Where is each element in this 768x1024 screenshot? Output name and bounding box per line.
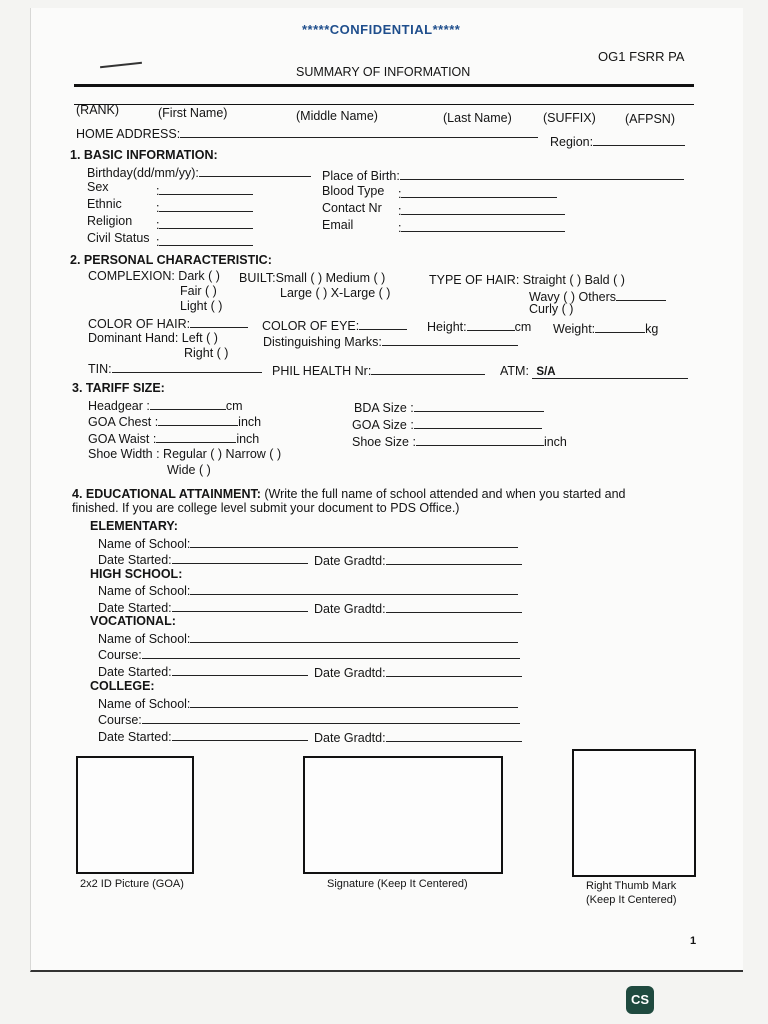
- bda-size-field[interactable]: [354, 399, 544, 415]
- vocational-school-label: Name of School:: [98, 632, 191, 646]
- sex-colon: :: [156, 184, 160, 198]
- home-address-label: HOME ADDRESS:: [76, 127, 181, 141]
- eye-color-line[interactable]: [359, 317, 407, 330]
- hair-others-line[interactable]: [616, 288, 666, 301]
- weight-label: Weight:: [553, 322, 596, 336]
- elementary-school-field[interactable]: [98, 535, 518, 551]
- hair-color-label: COLOR OF HAIR:: [88, 317, 191, 331]
- place-of-birth-line[interactable]: [400, 167, 684, 180]
- region-label: Region:: [550, 135, 594, 149]
- college-gradtd-field[interactable]: [314, 729, 522, 745]
- headgear-line[interactable]: [150, 397, 226, 410]
- civil-status-line[interactable]: [159, 233, 253, 246]
- email-colon: :: [398, 221, 402, 235]
- high-school-gradtd-label: Date Gradtd:: [314, 602, 386, 616]
- goa-waist-line[interactable]: [156, 430, 236, 443]
- college-school-label: Name of School:: [98, 697, 191, 711]
- id-picture-caption: 2x2 ID Picture (GOA): [80, 878, 184, 890]
- education-heading-note: (Write the full name of school attended and when you started and: [264, 487, 626, 501]
- first-name-label: (First Name): [158, 106, 228, 120]
- elementary-started-label: Date Started:: [98, 553, 172, 567]
- thumb-mark-caption: Right Thumb Mark: [586, 880, 677, 892]
- shoe-size-line[interactable]: [416, 433, 544, 446]
- signature-caption: Signature (Keep It Centered): [327, 878, 468, 890]
- college-gradtd-label: Date Gradtd:: [314, 731, 386, 745]
- headgear-unit: cm: [225, 399, 243, 413]
- elementary-school-line[interactable]: [190, 535, 518, 548]
- place-of-birth-label: Place of Birth:: [322, 169, 400, 183]
- civil-status-label: Civil Status: [87, 231, 150, 245]
- suffix-label: (SUFFIX): [543, 111, 596, 125]
- hair-type-options[interactable]: TYPE OF HAIR: Straight ( ) Bald ( ): [429, 273, 625, 287]
- distinguishing-marks-line[interactable]: [382, 333, 518, 346]
- last-name-label: (Last Name): [443, 111, 512, 125]
- blood-type-field[interactable]: [398, 185, 557, 201]
- college-started-label: Date Started:: [98, 730, 172, 744]
- atm-label: ATM:: [500, 364, 529, 378]
- vocational-course-line[interactable]: [142, 646, 520, 659]
- sex-line[interactable]: [159, 182, 253, 195]
- high-school-started-line[interactable]: [172, 599, 308, 612]
- hair-type-wavy-label: Wavy ( ) Others: [529, 290, 617, 304]
- signature-box[interactable]: [303, 756, 503, 874]
- home-address-field[interactable]: [76, 125, 538, 141]
- dominant-hand-right[interactable]: Right ( ): [184, 346, 229, 360]
- middle-name-label: (Middle Name): [296, 109, 378, 123]
- tin-field[interactable]: [88, 360, 262, 376]
- civil-status-colon: :: [156, 235, 160, 249]
- goa-chest-field[interactable]: [88, 413, 261, 429]
- college-school-line[interactable]: [190, 695, 518, 708]
- contact-nr-line[interactable]: [401, 202, 565, 215]
- college-school-field[interactable]: [98, 695, 518, 711]
- philhealth-label: PHIL HEALTH Nr:: [272, 364, 372, 378]
- weight-field[interactable]: [553, 320, 658, 336]
- shoe-width-options[interactable]: Shoe Width : Regular ( ) Narrow ( ): [88, 447, 282, 461]
- bda-size-label: BDA Size :: [354, 401, 414, 415]
- confidential-marking: *****CONFIDENTIAL*****: [302, 22, 461, 37]
- thumb-mark-box[interactable]: [572, 749, 696, 877]
- name-rule: [74, 104, 694, 105]
- elementary-heading: ELEMENTARY:: [90, 519, 178, 533]
- philhealth-field[interactable]: [272, 362, 485, 378]
- elementary-gradtd-label: Date Gradtd:: [314, 554, 386, 568]
- vocational-started-label: Date Started:: [98, 665, 172, 679]
- religion-line[interactable]: [159, 216, 253, 229]
- elementary-started-field[interactable]: [98, 551, 308, 567]
- goa-waist-unit: inch: [236, 432, 260, 446]
- religion-colon: :: [156, 218, 160, 232]
- college-course-label: Course:: [98, 713, 142, 727]
- complexion-options[interactable]: COMPLEXION: Dark ( ): [88, 269, 220, 283]
- basic-info-heading: 1. BASIC INFORMATION:: [70, 148, 218, 162]
- atm-value[interactable]: S/A: [532, 366, 688, 379]
- shoe-size-unit: inch: [543, 435, 567, 449]
- vocational-started-line[interactable]: [172, 663, 308, 676]
- thumb-mark-caption-2: (Keep It Centered): [586, 894, 677, 906]
- college-course-line[interactable]: [142, 711, 520, 724]
- ethnic-label: Ethnic: [87, 197, 122, 211]
- sex-label: Sex: [87, 180, 109, 194]
- page-number: 1: [690, 935, 697, 947]
- hair-type-curly[interactable]: Curly ( ): [529, 302, 574, 316]
- home-address-line[interactable]: [180, 125, 538, 138]
- built-options-2[interactable]: Large ( ) X-Large ( ): [280, 286, 391, 300]
- id-picture-box[interactable]: [76, 756, 194, 874]
- goa-chest-line[interactable]: [158, 413, 238, 426]
- hair-color-field[interactable]: [88, 315, 248, 331]
- personal-heading: 2. PERSONAL CHARACTERISTIC:: [70, 253, 272, 267]
- vocational-school-line[interactable]: [190, 630, 518, 643]
- tin-label: TIN:: [88, 362, 112, 376]
- vocational-heading: VOCATIONAL:: [90, 614, 176, 628]
- blood-type-colon: :: [398, 187, 402, 201]
- goa-waist-label: GOA Waist :: [88, 432, 157, 446]
- college-heading: COLLEGE:: [90, 679, 155, 693]
- vocational-course-field[interactable]: [98, 646, 520, 662]
- vocational-gradtd-field[interactable]: [314, 664, 522, 680]
- elementary-started-line[interactable]: [172, 551, 308, 564]
- ethnic-line[interactable]: [159, 199, 253, 212]
- weight-unit: kg: [645, 322, 659, 336]
- religion-label: Religion: [87, 214, 133, 228]
- header-rule: [74, 84, 694, 87]
- email-field[interactable]: [398, 219, 565, 235]
- blood-type-label: Blood Type: [322, 184, 385, 198]
- shoe-width-wide[interactable]: Wide ( ): [167, 463, 211, 477]
- email-label: Email: [322, 218, 354, 232]
- eye-color-field[interactable]: [262, 317, 407, 333]
- high-school-name-field[interactable]: [98, 582, 518, 598]
- region-line[interactable]: [593, 133, 685, 146]
- high-school-gradtd-line[interactable]: [386, 600, 522, 613]
- region-field[interactable]: [550, 133, 685, 149]
- distinguishing-marks-label: Distinguishing Marks:: [263, 335, 382, 349]
- contact-nr-field[interactable]: [398, 202, 565, 218]
- vocational-school-field[interactable]: [98, 630, 518, 646]
- height-field[interactable]: [427, 318, 531, 334]
- goa-size-label: GOA Size :: [352, 418, 414, 432]
- college-course-field[interactable]: [98, 711, 520, 727]
- complexion-light[interactable]: Light ( ): [180, 299, 223, 313]
- vocational-gradtd-line[interactable]: [386, 664, 522, 677]
- vocational-started-field[interactable]: [98, 663, 308, 679]
- birthday-line[interactable]: [199, 164, 311, 177]
- built-options[interactable]: BUILT:Small ( ) Medium ( ): [239, 271, 386, 285]
- college-started-field[interactable]: [98, 728, 308, 744]
- high-school-name-label: Name of School:: [98, 584, 191, 598]
- college-started-line[interactable]: [172, 728, 308, 741]
- atm-field[interactable]: [500, 364, 688, 379]
- vocational-gradtd-label: Date Gradtd:: [314, 666, 386, 680]
- high-school-gradtd-field[interactable]: [314, 600, 522, 616]
- headgear-label: Headgear :: [88, 399, 150, 413]
- philhealth-line[interactable]: [371, 362, 485, 375]
- height-unit: cm: [514, 320, 532, 334]
- dominant-hand-left[interactable]: Dominant Hand: Left ( ): [88, 331, 218, 345]
- hair-color-line[interactable]: [190, 315, 248, 328]
- elementary-gradtd-line[interactable]: [386, 552, 522, 565]
- contact-nr-label: Contact Nr: [322, 201, 382, 215]
- high-school-started-label: Date Started:: [98, 601, 172, 615]
- goa-waist-field[interactable]: [88, 430, 259, 446]
- contact-nr-colon: :: [398, 204, 402, 218]
- goa-chest-label: GOA Chest :: [88, 415, 159, 429]
- religion-field[interactable]: [156, 216, 253, 232]
- high-school-name-line[interactable]: [190, 582, 518, 595]
- form-title: SUMMARY OF INFORMATION: [296, 65, 471, 79]
- weight-line[interactable]: [595, 320, 645, 333]
- high-school-started-field[interactable]: [98, 599, 308, 615]
- sex-field[interactable]: [156, 182, 253, 198]
- education-heading: [72, 487, 625, 501]
- education-heading-note-2: finished. If you are college level submit your document to PDS Office.): [72, 501, 460, 515]
- form-code: OG1 FSRR PA: [598, 49, 685, 64]
- blood-type-line[interactable]: [401, 185, 557, 198]
- rank-label: (RANK): [76, 103, 120, 117]
- vocational-course-label: Course:: [98, 648, 142, 662]
- elementary-gradtd-field[interactable]: [314, 552, 522, 568]
- shoe-size-field[interactable]: [352, 433, 567, 449]
- goa-chest-unit: inch: [238, 415, 262, 429]
- afpsn-label: (AFPSN): [625, 112, 675, 126]
- civil-status-field[interactable]: [156, 233, 253, 249]
- place-of-birth-field[interactable]: [322, 167, 684, 183]
- height-label: Height:: [427, 320, 467, 334]
- headgear-field[interactable]: [88, 397, 243, 413]
- tariff-heading: 3. TARIFF SIZE:: [72, 381, 165, 395]
- college-gradtd-line[interactable]: [386, 729, 522, 742]
- birthday-label: Birthday(dd/mm/yy):: [87, 166, 199, 180]
- eye-color-label: COLOR OF EYE:: [262, 319, 360, 333]
- ethnic-colon: :: [156, 201, 160, 215]
- education-heading-title: 4. EDUCATIONAL ATTAINMENT:: [72, 487, 261, 501]
- distinguishing-marks-field[interactable]: [263, 333, 518, 349]
- bda-size-line[interactable]: [414, 399, 544, 412]
- elementary-school-label: Name of School:: [98, 537, 191, 551]
- ethnic-field[interactable]: [156, 199, 253, 215]
- birthday-field[interactable]: [87, 164, 311, 180]
- shoe-size-label: Shoe Size :: [352, 435, 416, 449]
- tin-line[interactable]: [112, 360, 262, 373]
- high-school-heading: HIGH SCHOOL:: [90, 567, 183, 581]
- goa-size-field[interactable]: [352, 416, 542, 432]
- goa-size-line[interactable]: [414, 416, 542, 429]
- complexion-fair[interactable]: Fair ( ): [180, 284, 217, 298]
- email-line[interactable]: [401, 219, 565, 232]
- height-line[interactable]: [467, 318, 515, 331]
- camscanner-badge: CS: [626, 986, 654, 1014]
